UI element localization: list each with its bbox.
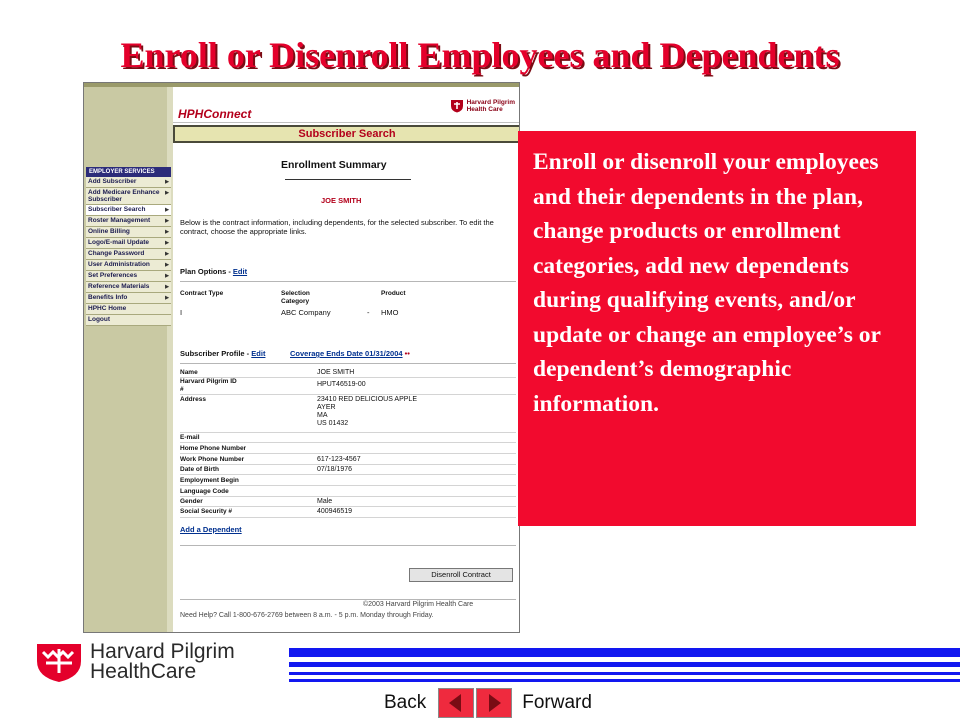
add-dependent-link[interactable]: Add a Dependent	[180, 525, 242, 534]
chevron-right-icon: ▶	[165, 207, 169, 213]
plan-selection-category: ABC Company	[281, 308, 331, 317]
field-label-home-phone: Home Phone Number	[180, 445, 247, 452]
field-label-name: Name	[180, 369, 198, 376]
sidebar-item-set-preferences[interactable]: Set Preferences ▶	[86, 271, 171, 282]
sidebar-header: EMPLOYER SERVICES	[86, 167, 171, 177]
forward-label: Forward	[522, 692, 592, 713]
plan-contract-type: I	[180, 308, 183, 317]
sidebar-item-roster-management[interactable]: Roster Management ▶	[86, 216, 171, 227]
field-value-ssn: 400946519	[317, 508, 353, 515]
brand-line-1: Harvard Pilgrim	[466, 99, 515, 106]
chevron-right-icon: ▶	[165, 251, 169, 257]
chevron-right-icon: ▶	[165, 284, 169, 290]
back-label: Back	[384, 692, 427, 713]
field-value-name: JOE SMITH	[317, 369, 355, 376]
field-value-gender: Male	[317, 498, 333, 505]
footer-brand-line-1: Harvard Pilgrim	[90, 640, 235, 663]
chevron-right-icon: ▶	[165, 179, 169, 185]
sidebar-item-online-billing[interactable]: Online Billing ▶	[86, 227, 171, 238]
copyright-text: ©2003 Harvard Pilgrim Health Care	[363, 601, 474, 608]
help-text: Need Help? Call 1-800-676-2769 between 8 a.m. - 5 p.m. Monday through Friday.	[180, 612, 434, 619]
col-header-product: Product	[381, 290, 406, 297]
hphc-shield-icon	[450, 99, 464, 113]
chevron-right-icon: ▶	[165, 262, 169, 268]
coverage-marker: ••	[404, 349, 410, 358]
chevron-right-icon: ▶	[165, 240, 169, 246]
chevron-right-icon: ▶	[165, 229, 169, 235]
hphc-shield-icon	[34, 641, 84, 683]
field-label-ssn: Social Security #	[180, 508, 233, 515]
member-name-heading: JOE SMITH	[321, 196, 362, 205]
decorative-stripes	[289, 648, 960, 682]
app-main-content	[173, 87, 520, 633]
plan-separator: -	[367, 308, 370, 317]
sidebar-item-user-administration[interactable]: User Administration ▶	[86, 260, 171, 271]
hphconnect-logo: HPHConnect	[178, 107, 252, 121]
field-value-address: 23410 RED DELICIOUS APPLE AYER MA US 01432	[317, 396, 417, 427]
field-label-dob: Date of Birth	[180, 466, 219, 473]
footer-brand-logo	[34, 641, 235, 683]
intro-text: Below is the contract information, including dependents, for the selected subscriber. To edit the contract, choose the appropriate links.	[180, 218, 494, 236]
coverage-ends-link[interactable]: Coverage Ends Date 01/31/2004	[290, 349, 403, 358]
sidebar-item-reference-materials[interactable]: Reference Materials ▶	[86, 282, 171, 293]
sidebar-item-change-password[interactable]: Change Password ▶	[86, 249, 171, 260]
app-header	[173, 87, 520, 123]
chevron-right-icon: ▶	[165, 190, 169, 196]
plan-product: HMO	[381, 308, 399, 317]
disenroll-contract-button[interactable]: Disenroll Contract	[409, 568, 513, 582]
field-value-dob: 07/18/1976	[317, 466, 353, 473]
field-label-hp-id: Harvard Pilgrim ID #	[180, 378, 237, 393]
field-value-hp-id: HPUT46519-00	[317, 381, 366, 388]
sidebar-item-subscriber-search[interactable]: Subscriber Search ▶	[86, 205, 171, 216]
plan-options-edit-link[interactable]: Edit	[232, 267, 248, 276]
brand-line-2: Health Care	[466, 106, 503, 113]
sidebar-item-hphc-home[interactable]: HPHC Home	[86, 304, 171, 315]
back-button[interactable]	[438, 688, 474, 718]
plan-options-heading: Plan Options - Edit	[180, 267, 248, 276]
field-label-employment-begin: Employment Begin	[180, 477, 239, 484]
field-label-language-code: Language Code	[180, 488, 229, 495]
sidebar-item-benefits-info[interactable]: Benefits Info ▶	[86, 293, 171, 304]
chevron-right-icon: ▶	[165, 295, 169, 301]
app-screenshot	[83, 82, 520, 633]
subscriber-profile-heading: Subscriber Profile - Edit	[180, 349, 266, 358]
description-callout	[518, 131, 916, 526]
footer-brand-line-2: HealthCare	[90, 660, 197, 683]
sidebar-item-logo-email-update[interactable]: Logo/E-mail Update ▶	[86, 238, 171, 249]
col-header-selection-category: Selection Category	[281, 290, 310, 305]
field-label-email: E-mail	[180, 434, 200, 441]
forward-button[interactable]	[476, 688, 512, 718]
sidebar-item-add-subscriber[interactable]: Add Subscriber ▶	[86, 177, 171, 188]
slide-navigation	[384, 688, 592, 718]
subscriber-profile-edit-link[interactable]: Edit	[251, 349, 266, 358]
field-label-gender: Gender	[180, 498, 203, 505]
field-label-address: Address	[180, 396, 207, 403]
employer-services-sidebar	[84, 87, 173, 633]
arrow-left-icon	[445, 692, 467, 714]
callout-text: Enroll or disenroll your employees and their dependents in the plan, change products or enrollment categories, add new dependents during qualifying events, and/or update or change an employee’s or dependent’s demographic information.	[533, 149, 881, 417]
col-header-contract-type: Contract Type	[180, 290, 224, 297]
sidebar-item-logout[interactable]: Logout	[86, 315, 171, 326]
field-label-work-phone: Work Phone Number	[180, 456, 245, 463]
coverage-ends-row	[290, 349, 410, 358]
chevron-right-icon: ▶	[165, 273, 169, 279]
sidebar-item-add-medicare-enhance-subscriber[interactable]: Add Medicare Enhance Subscriber ▶	[88, 189, 169, 203]
subscriber-search-bar: Subscriber Search	[173, 125, 520, 143]
field-value-work-phone: 617-123-4567	[317, 456, 361, 463]
hphc-brand	[450, 99, 515, 113]
arrow-right-icon	[483, 692, 505, 714]
enrollment-summary-title: Enrollment Summary	[281, 159, 387, 171]
chevron-right-icon: ▶	[165, 218, 169, 224]
sidebar-nav	[86, 167, 171, 326]
slide-title: Enroll or Disenroll Employees and Dependents	[120, 35, 840, 75]
